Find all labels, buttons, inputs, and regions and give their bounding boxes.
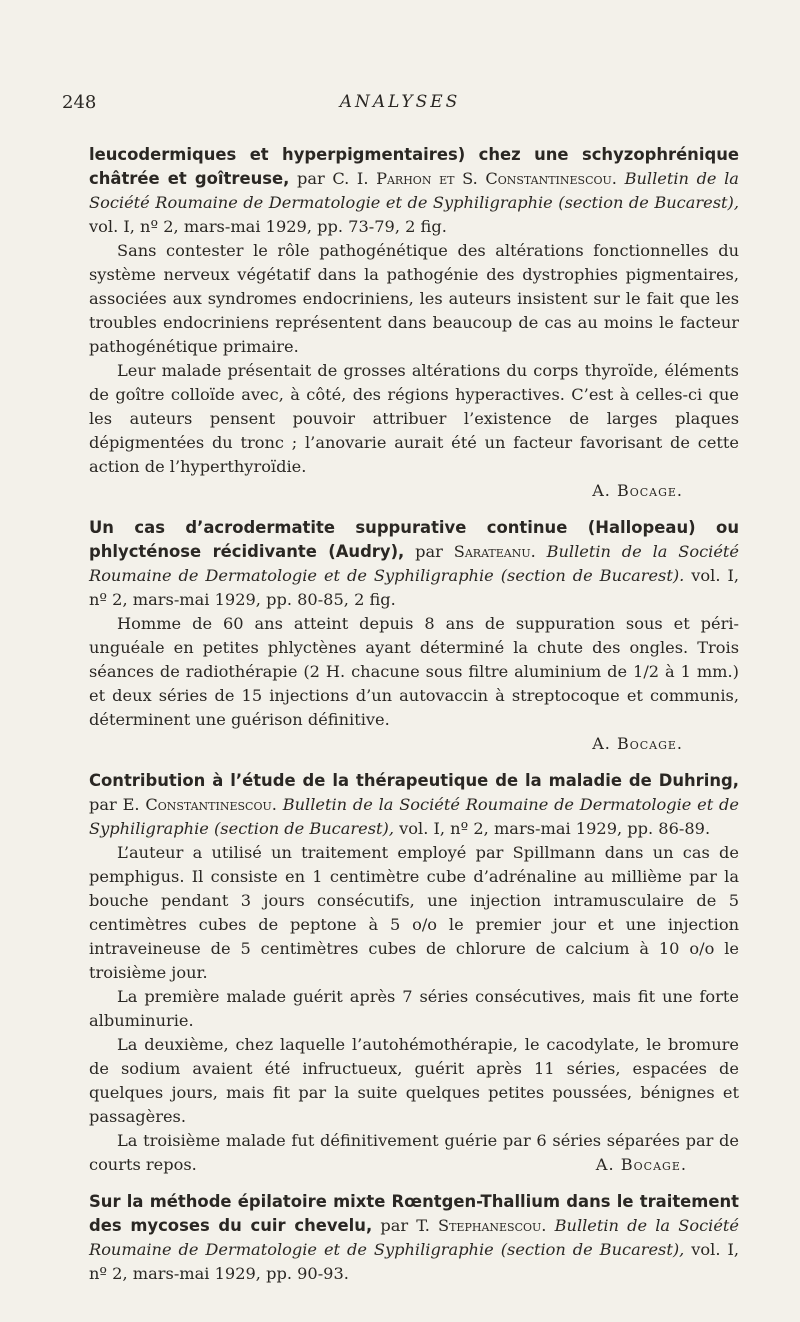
entry-paragraph: Homme de 60 ans atteint depuis 8 ans de suppuration sous et péri-unguéale en petites phlyctènes ayant déterminé la chute des ongles. Trois séances de radiothérapie (2 H. chacune sous filtre aluminium de 1/2 à 1 mm.) et deux séries de 15 injections d’un autovaccin à streptocoque et communis, déterminent une guérison définitive. [89,614,739,729]
entry-paragraph: La deuxième, chez laquelle l’autohémothérapie, le cacodylate, le bromure de sodium avaient été infructueux, guérit après 11 séries, espacées de quelques jours, mais fit par la suite quelques petites poussées, bénignes et passagères. [89,1035,739,1126]
entry-heading [89,143,739,239]
abstract-entry [89,769,739,1177]
entry-signature: A. Bocage. [592,481,683,500]
entry-paragraph: Sans contester le rôle pathogénétique des altérations fonctionnelles du système nerveux végétatif dans la pathogénie des dystrophies pigmentaires, associées aux syndromes endocriniens, les auteurs insistent sur le fait que les troubles endocriniens représentent dans beaucoup de cas au moins le facteur pathogénétique primaire. [89,241,739,356]
entry-authors: E. Constantinescou. [122,795,277,814]
entry-paragraph: La première malade guérit après 7 séries consécutives, mais fit une forte albuminurie. [89,987,739,1030]
entry-by: par [380,1216,409,1235]
entry-details: vol. I, nº 2, mars-mai 1929, pp. 86-89. [399,819,711,838]
abstract-entry [89,143,739,503]
entry-by: par [89,795,117,814]
entry-by: par [296,169,325,188]
entry-paragraph: L’auteur a utilisé un traitement employé par Spillmann dans un cas de pemphigus. Il consiste en 1 centimètre cube d’adrénaline au millième par la bouche pendant 3 jours consécutifs, une injection intramusculaire de 5 centimètres cubes de peptone à 5 o/o le premier jour et une injection intraveineuse de 5 centimètres cubes de chlorure de calcium à 10 o/o le troisième jour. [89,843,739,982]
entry-heading [89,1190,739,1286]
entry-paragraph-text: La troisième malade fut définitivement guérie par 6 séries séparées par de courts repos. [89,1131,739,1174]
entry-heading [89,516,739,612]
page-header [62,92,738,122]
abstract-entry [89,1190,739,1286]
entry-signature: A. Bocage. [595,1155,687,1174]
page-number: 248 [62,92,97,113]
entry-paragraph [89,1129,739,1177]
entry-details: vol. I, nº 2, mars-mai 1929, pp. 73-79, 2 fig. [89,217,447,236]
entry-title: Contribution à l’étude de la thérapeutique de la maladie de Duhring, [89,771,739,790]
entry-journal: Bulletin de la Société Roumaine de Dermatologie et de Syphiligraphie (section de Bucarest), [89,795,739,838]
entry-journal: Bulletin de la Société Roumaine de Dermatologie et de Syphiligraphie (section de Bucarest). [89,542,739,585]
entry-heading [89,769,739,841]
entry-signature: A. Bocage. [592,734,683,753]
entry-title: Un cas d’acrodermatite suppurative continue (Hallopeau) ou phlycténose récidivante (Audry), [89,518,739,561]
entry-title: leucodermiques et hyperpigmentaires) chez une schyzophrénique châtrée et goîtreuse, [89,145,739,188]
entry-authors: T. Stephanescou. [416,1216,547,1235]
page-body [89,143,739,1299]
abstract-entry [89,516,739,756]
entry-authors: Sarateanu. [453,542,536,561]
entry-journal: Bulletin de la Société Roumaine de Dermatologie et de Syphiligraphie (section de Bucarest), [89,169,739,212]
entry-journal: Bulletin de la Société Roumaine de Dermatologie et de Syphiligraphie (section de Bucarest), [89,1216,739,1259]
entry-authors: C. I. Parhon et S. Constantinescou. [332,169,617,188]
entry-details: vol. I, nº 2, mars-mai 1929, pp. 90-93. [89,1240,739,1283]
entry-title: Sur la méthode épilatoire mixte Rœntgen-Thallium dans le traitement des mycoses du cuir chevelu, [89,1192,739,1235]
entry-by: par [415,542,443,561]
entry-details: vol. I, nº 2, mars-mai 1929, pp. 80-85, 2 fig. [89,566,739,609]
entry-paragraph: Leur malade présentait de grosses altérations du corps thyroïde, éléments de goître colloïde avec, à côté, des régions hyperactives. C’est à celles-ci que les auteurs pensent pouvoir attribuer l’existence de larges plaques dépigmentées du tronc ; l’anovarie aurait été un facteur favorisant de cette action de l’hyperthyroïdie. [89,361,739,476]
running-head: ANALYSES [339,92,461,112]
